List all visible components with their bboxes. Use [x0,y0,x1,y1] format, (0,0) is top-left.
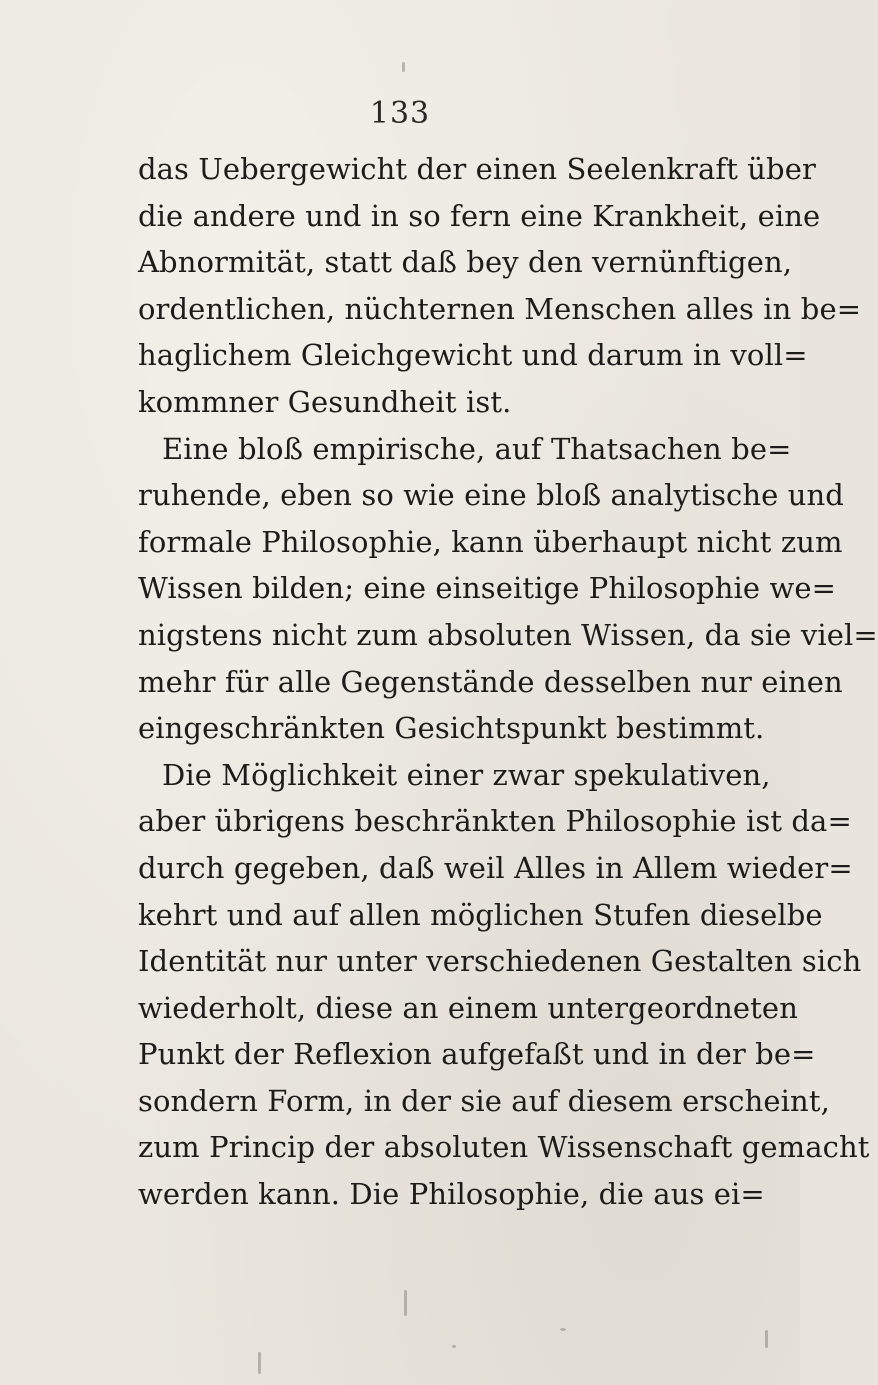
paragraph-start-line: Eine bloß empirische, auf Thatsachen be= [162,431,792,466]
text-line: aber übrigens beschränkten Philosophie ist da= [138,804,852,839]
text-line: sondern Form, in der sie auf diesem erscheint, [138,1083,830,1118]
text-line: kehrt und auf allen möglichen Stufen dieselbe [138,897,823,932]
text-line: ordentlichen, nüchternen Menschen alles in be= [138,291,862,326]
text-line: eingeschränkten Gesichtspunkt bestimmt. [138,711,765,746]
text-line: Punkt der Reflexion aufgefaßt und in der be= [138,1037,816,1072]
paper-speck [452,1345,456,1348]
paper-speck [402,62,405,72]
paper-speck [258,1352,261,1374]
text-line: zum Princip der absoluten Wissenschaft gemacht [138,1130,870,1165]
text-line: werden kann. Die Philosophie, die aus ei= [138,1177,765,1212]
text-line: mehr für alle Gegenstände desselben nur einen [138,664,843,699]
text-line: Identität nur unter verschiedenen Gestalten sich [138,944,862,979]
text-line: ruhende, eben so wie eine bloß analytische und [138,478,844,513]
page-number: 133 [369,96,431,131]
text-line: das Uebergewicht der einen Seelenkraft über [138,152,816,186]
text-line: wiederholt, diese an einem untergeordneten [138,990,798,1025]
body-text [138,146,878,1218]
text-line: formale Philosophie, kann überhaupt nicht zum [138,524,843,559]
text-line: Abnormität, statt daß bey den vernünftigen, [138,245,793,280]
text-line: durch gegeben, daß weil Alles in Allem wieder= [138,850,853,885]
paper-speck [404,1290,407,1316]
paper-speck [560,1328,566,1331]
text-line: Wissen bilden; eine einseitige Philosophie we= [138,571,837,606]
paper-speck [765,1330,768,1348]
paragraph-start-line: Die Möglichkeit einer zwar spekulativen, [162,757,771,792]
text-line: nigstens nicht zum absoluten Wissen, da sie viel= [138,617,878,652]
text-line: haglichem Gleichgewicht und darum in voll= [138,338,808,373]
text-line: die andere und in so fern eine Krankheit, eine [138,198,821,233]
text-line: kommner Gesundheit ist. [138,384,512,419]
